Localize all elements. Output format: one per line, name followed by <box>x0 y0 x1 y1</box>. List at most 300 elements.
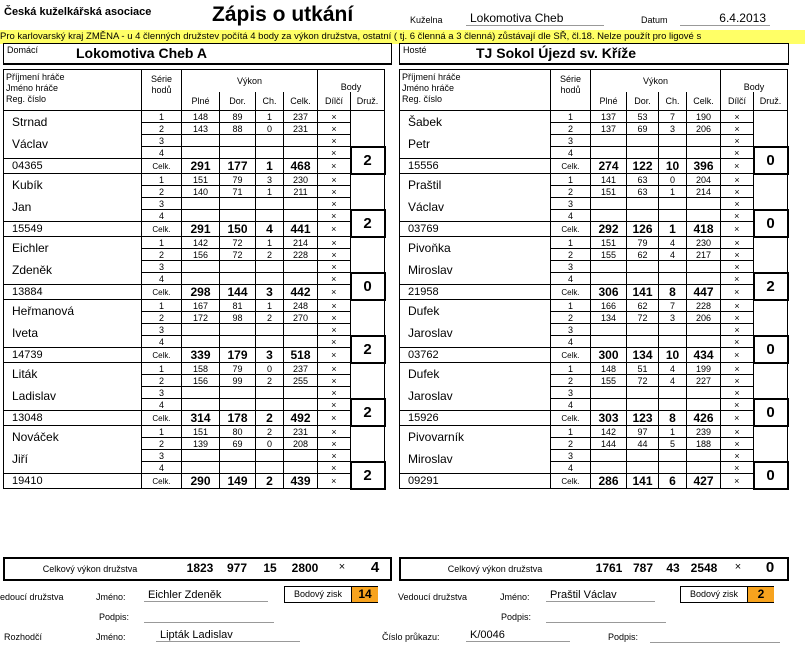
series-value <box>687 198 721 210</box>
player-total-value: 427 <box>687 474 721 489</box>
series-value: 79 <box>220 363 256 375</box>
series-value: 158 <box>182 363 220 375</box>
series-number: 1 <box>551 426 591 438</box>
cross-mark: × <box>721 399 754 411</box>
series-value: 1 <box>659 426 687 438</box>
cross-mark: × <box>318 159 351 174</box>
series-value <box>687 324 721 336</box>
series-value <box>687 135 721 147</box>
series-value: 151 <box>182 174 220 186</box>
player-firstname: Iveta <box>12 326 39 340</box>
series-number: 4 <box>551 147 591 159</box>
home-player-header <box>4 70 142 111</box>
series-number: 4 <box>551 273 591 285</box>
player-reg-number: 13048 <box>4 411 142 426</box>
licence-value: K/0046 <box>466 629 570 642</box>
player-team-points: 2 <box>351 336 385 363</box>
series-value <box>591 399 627 411</box>
total-row-label: Celk. <box>142 285 182 300</box>
series-number: 3 <box>551 261 591 273</box>
home-col-celk: Celk. <box>284 92 318 110</box>
series-value: 230 <box>687 237 721 249</box>
table-row <box>400 300 788 312</box>
series-value: 156 <box>182 249 220 261</box>
away-col-dilci: Dílčí <box>721 92 754 110</box>
player-reg-number: 03769 <box>400 222 551 237</box>
series-number: 4 <box>142 399 182 411</box>
table-row <box>4 174 385 186</box>
player-surname: Eichler <box>12 241 49 255</box>
table-row <box>400 222 788 237</box>
series-value <box>284 462 318 474</box>
away-player-header-line: Příjmení hráče <box>402 72 461 82</box>
series-value: 248 <box>284 300 318 312</box>
series-number: 1 <box>551 174 591 186</box>
table-row <box>400 411 788 426</box>
series-value <box>627 198 659 210</box>
series-value <box>687 450 721 462</box>
series-value <box>220 261 256 273</box>
series-value: 190 <box>687 111 721 123</box>
home-bodovy-label: Bodový zisk <box>285 587 351 602</box>
player-total-value: 4 <box>256 222 284 237</box>
series-number: 3 <box>551 387 591 399</box>
total-row-label: Celk. <box>551 159 591 174</box>
player-name-cell <box>4 300 142 348</box>
player-total-value: 3 <box>256 285 284 300</box>
series-value <box>256 450 284 462</box>
series-value: 51 <box>627 363 659 375</box>
series-number: 3 <box>142 135 182 147</box>
table-row <box>400 111 788 123</box>
series-value: 231 <box>284 426 318 438</box>
player-total-value: 2 <box>256 411 284 426</box>
series-value <box>220 324 256 336</box>
series-number: 4 <box>142 336 182 348</box>
series-value: 71 <box>220 186 256 198</box>
series-value <box>256 399 284 411</box>
table-row <box>4 222 385 237</box>
series-value <box>220 450 256 462</box>
player-total-value: 314 <box>182 411 220 426</box>
series-value <box>256 387 284 399</box>
player-reg-number: 21958 <box>400 285 551 300</box>
series-number: 3 <box>551 135 591 147</box>
cross-mark: × <box>721 111 754 123</box>
series-value: 151 <box>591 186 627 198</box>
total-row-label: Celk. <box>551 474 591 489</box>
points-spacer <box>351 300 385 336</box>
series-value <box>182 261 220 273</box>
series-value <box>659 336 687 348</box>
series-number: 2 <box>142 123 182 135</box>
series-value: 137 <box>591 111 627 123</box>
away-team-name: TJ Sokol Újezd sv. Kříže <box>476 45 637 61</box>
series-number: 1 <box>551 300 591 312</box>
series-value: 4 <box>659 363 687 375</box>
series-value <box>256 324 284 336</box>
player-total-value: 298 <box>182 285 220 300</box>
points-spacer <box>754 363 788 399</box>
series-value <box>284 198 318 210</box>
series-value <box>182 273 220 285</box>
table-row <box>400 285 788 300</box>
cross-mark: × <box>721 147 754 159</box>
cross-mark: × <box>318 426 351 438</box>
player-name-cell <box>4 111 142 159</box>
table-row <box>400 237 788 249</box>
series-value <box>182 450 220 462</box>
cross-mark: × <box>721 261 754 273</box>
away-total-celk: 2548 <box>690 561 718 575</box>
series-value: 98 <box>220 312 256 324</box>
series-number: 2 <box>551 375 591 387</box>
player-firstname: Jiří <box>12 452 28 466</box>
player-reg-number: 14739 <box>4 348 142 363</box>
player-total-value: 123 <box>627 411 659 426</box>
series-value: 0 <box>256 438 284 450</box>
series-number: 2 <box>551 249 591 261</box>
series-value <box>182 198 220 210</box>
away-col-plne: Plné <box>591 92 627 110</box>
total-row-label: Celk. <box>142 222 182 237</box>
player-team-points: 2 <box>351 462 385 489</box>
cross-mark: × <box>721 210 754 222</box>
series-value: 2 <box>256 426 284 438</box>
series-number: 4 <box>551 336 591 348</box>
home-label: Domácí <box>7 45 39 55</box>
cross-mark: × <box>318 438 351 450</box>
total-row-label: Celk. <box>142 159 182 174</box>
player-total-value: 290 <box>182 474 220 489</box>
table-row <box>400 174 788 186</box>
home-leader-name: Eichler Zdeněk <box>144 589 268 602</box>
series-value: 140 <box>182 186 220 198</box>
cross-mark: × <box>721 462 754 474</box>
series-value: 4 <box>659 249 687 261</box>
series-value <box>284 450 318 462</box>
away-label: Hosté <box>403 45 427 55</box>
points-spacer <box>351 111 385 147</box>
player-team-points: 2 <box>351 210 385 237</box>
series-value: 155 <box>591 249 627 261</box>
away-bodovy-label: Bodový zisk <box>681 587 747 602</box>
away-jmeno-label: Jméno: <box>500 592 530 602</box>
home-team-name: Lokomotiva Cheb A <box>76 45 207 61</box>
series-value: 255 <box>284 375 318 387</box>
series-number: 4 <box>551 399 591 411</box>
series-value: 0 <box>256 363 284 375</box>
player-total-value: 150 <box>220 222 256 237</box>
cross-mark: × <box>721 198 754 210</box>
series-value <box>591 324 627 336</box>
series-value <box>256 273 284 285</box>
player-team-points: 2 <box>351 399 385 426</box>
series-value <box>220 210 256 222</box>
player-total-value: 10 <box>659 159 687 174</box>
series-number: 2 <box>551 438 591 450</box>
home-total-ch: 15 <box>263 561 277 575</box>
series-value: 1 <box>256 186 284 198</box>
series-value <box>627 462 659 474</box>
player-team-points: 0 <box>754 399 788 426</box>
series-value <box>284 147 318 159</box>
series-value: 2 <box>256 375 284 387</box>
cross-mark: × <box>721 438 754 450</box>
series-number: 3 <box>551 198 591 210</box>
cross-mark: × <box>721 426 754 438</box>
series-value: 142 <box>182 237 220 249</box>
away-player-header-line: Reg. číslo <box>402 94 443 104</box>
cross-mark: × <box>721 159 754 174</box>
player-reg-number: 15556 <box>400 159 551 174</box>
cross-mark: × <box>318 123 351 135</box>
series-value <box>284 210 318 222</box>
organization-name: Česká kuželkářská asociace <box>4 6 152 18</box>
series-value: 211 <box>284 186 318 198</box>
player-total-value: 426 <box>687 411 721 426</box>
player-surname: Dufek <box>408 304 440 318</box>
player-surname: Dufek <box>408 367 440 381</box>
series-value: 2 <box>256 312 284 324</box>
series-value <box>182 210 220 222</box>
away-col-ch: Ch. <box>659 92 687 110</box>
series-value: 270 <box>284 312 318 324</box>
series-value: 214 <box>687 186 721 198</box>
cross-mark: × <box>721 186 754 198</box>
home-body-header: Body <box>318 70 385 93</box>
away-total-dor: 787 <box>632 561 654 575</box>
series-value: 5 <box>659 438 687 450</box>
player-reg-number: 04365 <box>4 159 142 174</box>
points-spacer <box>351 426 385 462</box>
series-value: 230 <box>284 174 318 186</box>
cross-mark: × <box>721 249 754 261</box>
table-row <box>4 426 385 438</box>
series-value <box>591 387 627 399</box>
home-series-header <box>142 70 182 111</box>
series-value: 2 <box>256 249 284 261</box>
table-row <box>400 363 788 375</box>
player-surname: Nováček <box>12 430 59 444</box>
series-number: 4 <box>142 147 182 159</box>
cross-mark: × <box>721 387 754 399</box>
series-value <box>284 261 318 273</box>
series-value: 79 <box>220 174 256 186</box>
points-spacer <box>754 300 788 336</box>
series-number: 1 <box>142 426 182 438</box>
player-total-value: 339 <box>182 348 220 363</box>
cross-mark: × <box>318 198 351 210</box>
points-spacer <box>351 174 385 210</box>
home-total-row <box>3 557 392 581</box>
series-value <box>687 462 721 474</box>
series-value <box>627 210 659 222</box>
player-team-points: 0 <box>351 273 385 300</box>
table-row <box>4 363 385 375</box>
series-value <box>687 210 721 222</box>
series-value: 206 <box>687 123 721 135</box>
series-number: 1 <box>551 363 591 375</box>
player-team-points: 0 <box>754 210 788 237</box>
cross-mark: × <box>318 411 351 426</box>
series-value <box>284 135 318 147</box>
series-value <box>627 147 659 159</box>
page-title: Zápis o utkání <box>212 3 354 26</box>
series-value: 62 <box>627 249 659 261</box>
player-total-value: 8 <box>659 285 687 300</box>
player-surname: Praštil <box>408 178 442 192</box>
player-name-cell <box>4 237 142 285</box>
series-value: 228 <box>284 249 318 261</box>
away-player-header-line: Jméno hráče <box>402 83 455 93</box>
cross-mark: × <box>318 450 351 462</box>
series-number: 1 <box>551 111 591 123</box>
player-name-cell <box>400 237 551 285</box>
player-total-value: 10 <box>659 348 687 363</box>
table-row <box>4 159 385 174</box>
player-reg-number: 13884 <box>4 285 142 300</box>
series-value <box>284 336 318 348</box>
series-value <box>284 399 318 411</box>
series-number: 1 <box>142 174 182 186</box>
player-firstname: Jaroslav <box>408 389 453 403</box>
cross-mark: × <box>318 387 351 399</box>
cross-mark: × <box>318 237 351 249</box>
player-total-value: 1 <box>256 159 284 174</box>
home-grid-table <box>3 69 386 490</box>
home-team-bar <box>3 43 392 65</box>
series-value <box>256 198 284 210</box>
table-row <box>400 474 788 489</box>
cross-mark: × <box>318 210 351 222</box>
series-value: 97 <box>627 426 659 438</box>
player-total-value: 442 <box>284 285 318 300</box>
series-number: 1 <box>142 237 182 249</box>
series-number: 4 <box>142 210 182 222</box>
player-firstname: Jaroslav <box>408 326 453 340</box>
player-total-value: 2 <box>256 474 284 489</box>
player-total-value: 418 <box>687 222 721 237</box>
series-value <box>284 387 318 399</box>
series-value <box>659 387 687 399</box>
series-value <box>659 135 687 147</box>
series-value: 166 <box>591 300 627 312</box>
player-total-value: 434 <box>687 348 721 363</box>
home-series-header-line: Série <box>150 74 172 84</box>
player-total-value: 149 <box>220 474 256 489</box>
series-value <box>284 273 318 285</box>
cross-mark: × <box>318 399 351 411</box>
venue-label: Kuželna <box>410 15 443 25</box>
home-col-dilci: Dílčí <box>318 92 351 110</box>
player-total-value: 518 <box>284 348 318 363</box>
total-row-label: Celk. <box>551 348 591 363</box>
licence-label: Číslo průkazu: <box>382 632 440 642</box>
series-value <box>659 399 687 411</box>
series-value <box>182 462 220 474</box>
player-firstname: Petr <box>408 137 431 151</box>
table-row <box>4 474 385 489</box>
player-total-value: 144 <box>220 285 256 300</box>
series-value <box>591 147 627 159</box>
series-number: 1 <box>142 300 182 312</box>
player-total-value: 178 <box>220 411 256 426</box>
series-value: 1 <box>256 300 284 312</box>
series-value <box>182 387 220 399</box>
series-value <box>220 198 256 210</box>
player-surname: Liták <box>12 367 38 381</box>
cross-mark: × <box>721 237 754 249</box>
series-value <box>659 324 687 336</box>
series-value <box>591 198 627 210</box>
series-number: 3 <box>142 198 182 210</box>
points-spacer <box>754 111 788 147</box>
series-value: 237 <box>284 363 318 375</box>
series-number: 3 <box>142 261 182 273</box>
cross-mark: × <box>318 249 351 261</box>
player-total-value: 468 <box>284 159 318 174</box>
series-value <box>284 324 318 336</box>
cross-mark: × <box>318 474 351 489</box>
series-value: 3 <box>659 123 687 135</box>
series-value <box>659 450 687 462</box>
player-name-cell <box>400 363 551 411</box>
player-firstname: Václav <box>408 200 445 214</box>
player-total-value: 179 <box>220 348 256 363</box>
series-value: 231 <box>284 123 318 135</box>
cross-mark: × <box>721 411 754 426</box>
series-value: 217 <box>687 249 721 261</box>
series-value <box>659 210 687 222</box>
series-value <box>591 450 627 462</box>
cross-mark: × <box>318 336 351 348</box>
series-value <box>591 210 627 222</box>
cross-mark: × <box>318 375 351 387</box>
home-series-header-line: hodů <box>151 85 172 95</box>
table-row <box>400 426 788 438</box>
series-value <box>256 261 284 273</box>
cross-mark: × <box>318 186 351 198</box>
series-value: 69 <box>627 123 659 135</box>
series-value <box>591 135 627 147</box>
away-bodovy-value: 2 <box>747 587 774 602</box>
series-number: 4 <box>551 210 591 222</box>
series-value: 199 <box>687 363 721 375</box>
total-row-label: Celk. <box>551 411 591 426</box>
series-value <box>220 399 256 411</box>
series-number: 2 <box>142 375 182 387</box>
series-value <box>182 147 220 159</box>
series-value <box>256 462 284 474</box>
series-value <box>659 273 687 285</box>
series-value: 72 <box>627 375 659 387</box>
series-value: 143 <box>182 123 220 135</box>
player-name-cell <box>4 363 142 411</box>
points-spacer <box>754 426 788 462</box>
series-value <box>220 462 256 474</box>
player-surname: Pivoňka <box>408 241 451 255</box>
series-value: 63 <box>627 186 659 198</box>
cross-mark: × <box>721 474 754 489</box>
series-value: 44 <box>627 438 659 450</box>
series-number: 2 <box>551 123 591 135</box>
series-value <box>627 387 659 399</box>
series-value: 204 <box>687 174 721 186</box>
series-value: 208 <box>284 438 318 450</box>
series-value: 80 <box>220 426 256 438</box>
total-row-label: Celk. <box>142 411 182 426</box>
